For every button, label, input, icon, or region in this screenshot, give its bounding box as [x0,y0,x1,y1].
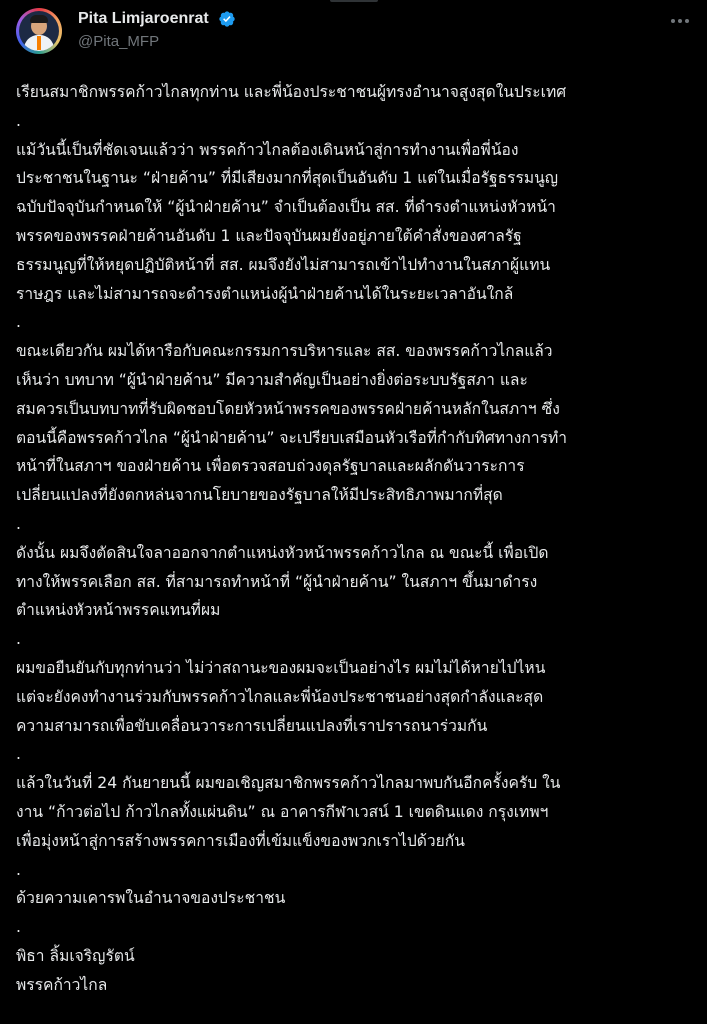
post-text-line: ผมขอยืนยันกับทุกท่านว่า ไม่ว่าสถานะของผมจะเป็นอย่างไร ผมไม่ได้หายไปไหน [16,658,546,677]
avatar-photo [19,11,59,51]
post-text-line: . [16,860,21,879]
post-text-line: ตอนนี้คือพรรคก้าวไกล “ผู้นำฝ่ายค้าน” จะเปรียบเสมือนหัวเรือที่กำกับทิศทางการทำ [16,428,568,447]
post-text-line: . [16,918,21,937]
author-info [78,8,236,52]
post-text-line: เรียนสมาชิกพรรคก้าวไกลทุกท่าน และพี่น้องประชาชนผู้ทรงอำนาจสูงสุดในประเทศ [16,83,567,101]
post-text-line: ตำแหน่งหัวหน้าพรรคแทนที่ผม [16,601,221,620]
post-text-line: งาน “ก้าวต่อไป ก้าวไกลทั้งแผ่นดิน” ณ อาคารกีฬาเวสน์ 1 เขตดินแดง กรุงเทพฯ [16,802,549,821]
post-text-line: เปลี่ยนแปลงที่ยังตกหล่นจากนโยบายของรัฐบาลให้มีประสิทธิภาพมากที่สุด [16,486,503,505]
post-text-line: ทางให้พรรคเลือก สส. ที่สามารถทำหน้าที่ “ผู้นำฝ่ายค้าน” ในสภาฯ ขึ้นมาดำรง [16,572,538,591]
post-text-line: ความสามารถเพื่อขับเคลื่อนวาระการเปลี่ยนแปลงที่เราปรารถนาร่วมกัน [16,716,488,735]
post-text-line: ธรรมนูญที่ให้หยุดปฏิบัติหน้าที่ สส. ผมจึงยังไม่สามารถเข้าไปทำงานในสภาผู้แทน [16,255,551,274]
post-text-line: . [16,313,21,332]
post-text [16,78,702,1000]
post-text-line: เพื่อมุ่งหน้าสู่การสร้างพรรคการเมืองที่เข้มแข็งของพวกเราไปด้วยกัน [16,831,465,850]
user-handle[interactable]: @Pita_MFP [78,32,160,50]
post-text-line: พิธา ลิ้มเจริญรัตน์ [16,946,135,965]
post-text-line: แม้วันนี้เป็นที่ชัดเจนแล้วว่า พรรคก้าวไกลต้องเดินหน้าสู่การทำงานเพื่อพี่น้อง [16,140,519,159]
avatar-tie [37,36,41,50]
post-text-line: . [16,630,21,649]
post-text-line: ด้วยความเคารพในอำนาจของประชาชน [16,889,286,908]
post-text-line: ดังนั้น ผมจึงตัดสินใจลาออกจากตำแหน่งหัวหน้าพรรคก้าวไกล ณ ขณะนี้ เพื่อเปิด [16,543,549,562]
post-text-line: สมควรเป็นบทบาทที่รับผิดชอบโดยหัวหน้าพรรคของพรรคฝ่ายค้านหลักในสภาฯ ซึ่ง [16,399,560,418]
post-text-line: แล้วในวันที่ 24 กันยายนนี้ ผมขอเชิญสมาชิกพรรคก้าวไกลมาพบกันอีกครั้งครับ ใน [16,774,561,793]
more-options-button[interactable] [669,10,691,32]
post-text-line: . [16,514,21,533]
avatar-hair [30,15,48,23]
post-text-line: พรรคของพรรคฝ่ายค้านอันดับ 1 และปัจจุบันผมยังอยู่ภายใต้คำสั่งของศาลรัฐ [16,226,522,245]
post-header [16,8,691,56]
display-name[interactable]: Pita Limjaroenrat [78,9,209,27]
avatar[interactable] [16,8,62,54]
ellipsis-icon-dot-3 [685,19,689,23]
post-text-line: ประชาชนในฐานะ “ฝ่ายค้าน” ที่มีเสียงมากที่สุดเป็นอันดับ 1 แต่ในเมื่อรัฐธรรมนูญ [16,169,559,188]
post-text-line: หน้าที่ในสภาฯ ของฝ่ายค้าน เพื่อตรวจสอบถ่วงดุลรัฐบาลและผลักดันวาระการ [16,457,525,476]
ellipsis-icon-dot-1 [671,19,675,23]
post-text-line: แต่จะยังคงทำงานร่วมกับพรรคก้าวไกลและพี่น้องประชาชนอย่างสุดกำลังและสุด [16,687,544,706]
post-text-line: . [16,745,21,764]
post-text-line: . [16,111,21,130]
scroll-handle [330,0,378,2]
post-text-line: ฉบับปัจจุบันกำหนดให้ “ผู้นำฝ่ายค้าน” จำเป็นต้องเป็น สส. ที่ดำรงตำแหน่งหัวหน้า [16,198,556,217]
post-text-line: เห็นว่า บทบาท “ผู้นำฝ่ายค้าน” มีความสำคัญเป็นอย่างยิ่งต่อระบบรัฐสภา และ [16,370,528,389]
post-text-line: พรรคก้าวไกล [16,975,108,994]
ellipsis-icon-dot-2 [678,19,682,23]
post-text-line: ขณะเดียวกัน ผมได้หารือกับคณะกรรมการบริหารและ สส. ของพรรคก้าวไกลแล้ว [16,342,553,361]
verified-badge-icon [218,10,236,28]
post-text-line: ราษฎร และไม่สามารถจะดำรงตำแหน่งผู้นำฝ่ายค้านได้ในระยะเวลาอันใกล้ [16,284,514,303]
